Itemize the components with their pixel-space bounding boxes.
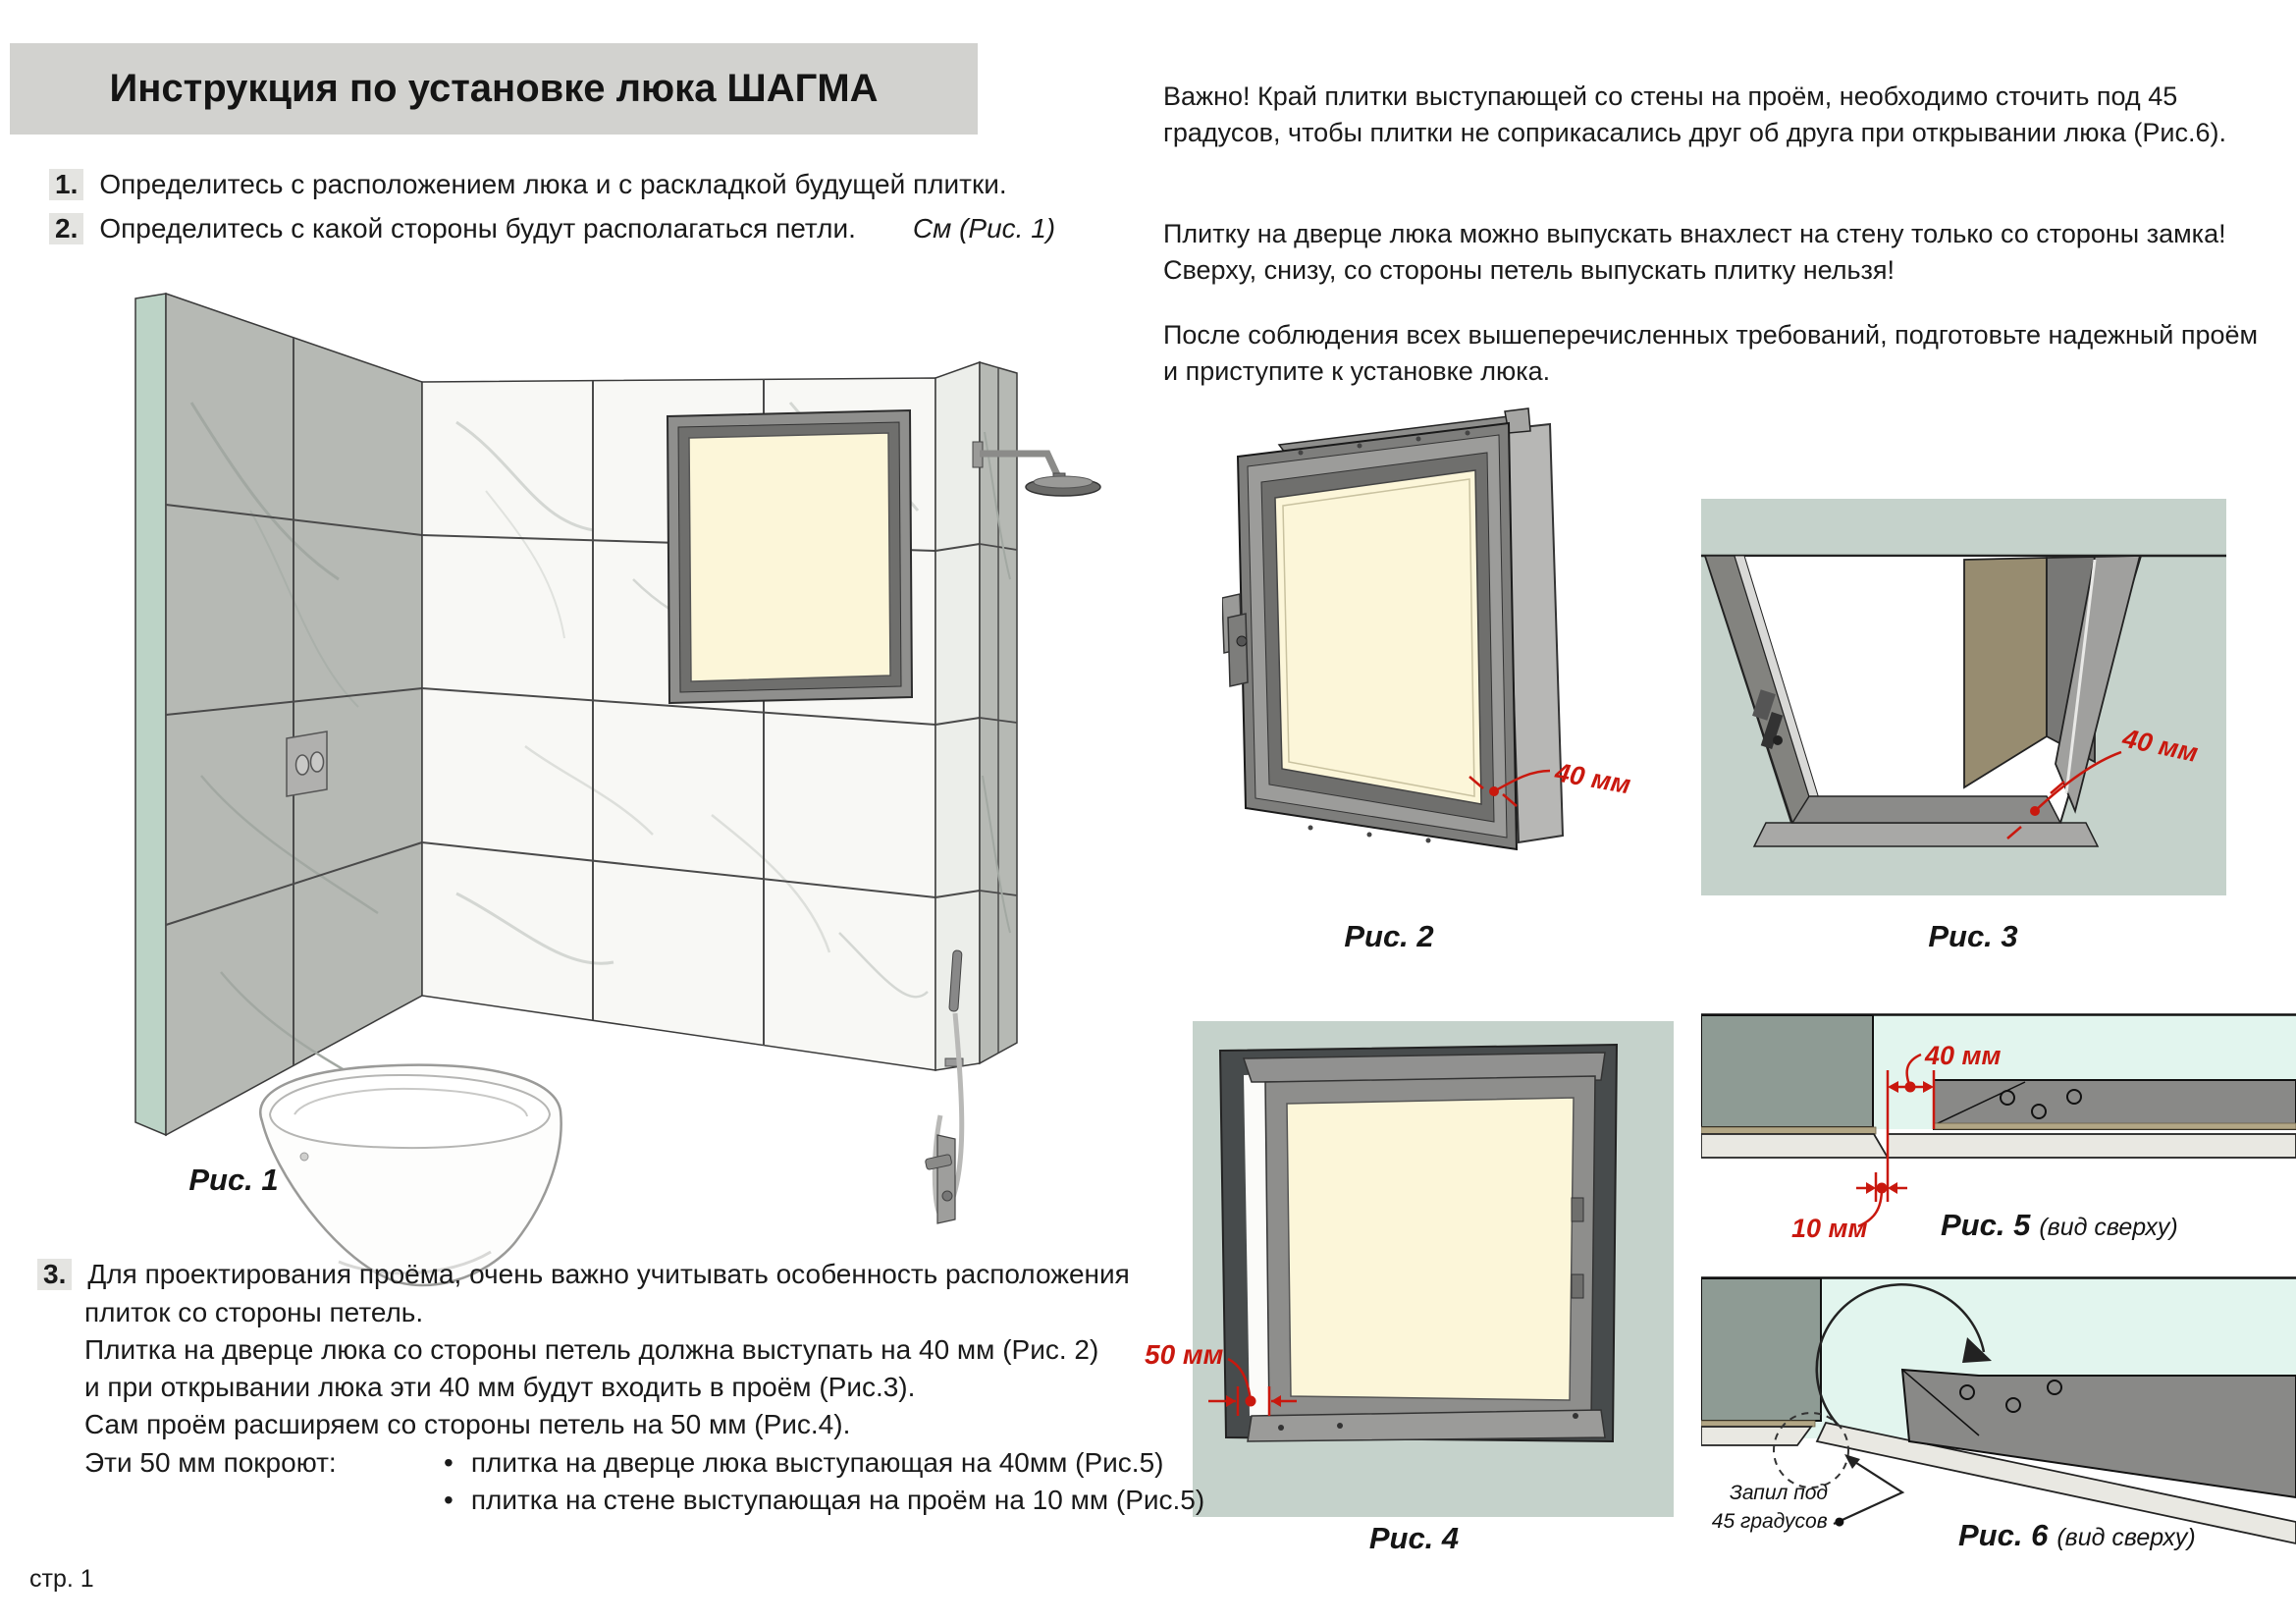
figure1-label-text: Рис. 1: [188, 1163, 279, 1197]
door-panel-section: [1934, 1080, 2296, 1129]
figure4-label: [1333, 1521, 1495, 1556]
wall-section: [1701, 1278, 1821, 1421]
figure1-label: [155, 1163, 312, 1198]
step-3-line1: [37, 1259, 1130, 1290]
figure4-box: [1193, 1021, 1674, 1517]
figure3-label-text: Рис. 3: [1928, 919, 2018, 953]
step-3-line1-text: Для проектирования проёма, очень важно учитывать особенность расположения: [87, 1259, 1130, 1289]
step-2-text: Определитесь с какой стороны будут располагаться петли.: [99, 213, 856, 244]
step-3-line6-prefix: Эти 50 мм покроют:: [84, 1447, 337, 1478]
figure4-label-text: Рис. 4: [1368, 1521, 1460, 1555]
step-3-bullet1-text: плитка на дверце люка выступающая на 40мм (Рис.5): [470, 1447, 1164, 1478]
wall-tile-beveled: [1701, 1134, 1888, 1158]
figure6-label-suffix: (вид сверху): [2056, 1524, 2196, 1551]
wall-section: [1701, 1015, 1873, 1127]
step-3-number: 3.: [37, 1259, 72, 1290]
hatch-door-panel: [1275, 470, 1481, 804]
wall-edge-strip: [135, 294, 166, 1135]
step-1: [49, 169, 1007, 200]
callout-line1: Запил под: [1729, 1482, 1829, 1504]
figure5-label-text: Рис. 5: [1941, 1208, 2031, 1242]
figure6-label: [1958, 1518, 2196, 1553]
tile-adhesive: [1701, 1127, 1876, 1134]
figure5-label-suffix: (вид сверху): [2039, 1214, 2178, 1241]
figure2-hatch-drawing: [1222, 406, 1683, 955]
paragraph-prepare: После соблюдения всех вышеперечисленных требований, подготовьте надежный проём и приступите к установке люка.: [1163, 320, 2259, 386]
step-2: [49, 213, 1055, 244]
hatch-door-panel: [689, 433, 890, 681]
step-1-text: Определитесь с расположением люка и с раскладкой будущей плитки.: [99, 169, 1007, 199]
hatch-in-wall: [667, 410, 912, 703]
step-1-number: 1.: [49, 169, 83, 200]
figure3-box: [1701, 499, 2226, 895]
door-tile: [1888, 1134, 2296, 1158]
door-panel-swung: [1902, 1370, 2296, 1497]
figure2-label: [1310, 919, 1468, 954]
step-3-bullet1: [444, 1447, 1163, 1479]
step-3-bullet2-text: плитка на стене выступающая на проём на 10 мм (Рис.5): [470, 1485, 1205, 1515]
page-number: стр. 1: [29, 1565, 94, 1593]
step-3-line4: и при открывании люка эти 40 мм будут входить в проём (Рис.3).: [84, 1372, 916, 1402]
page-title: Инструкция по установке люка ШАГМА: [10, 43, 978, 135]
figure3-open-hatch-drawing: [1701, 499, 2226, 895]
bullet-icon: •: [444, 1485, 454, 1515]
tile-adhesive: [1701, 1421, 1815, 1427]
dimension-10mm-text: 10 мм: [1791, 1214, 1868, 1243]
figure4-dimension-text: 50 мм: [1145, 1339, 1224, 1370]
figure1-bathroom-drawing: [103, 285, 1144, 1306]
bullet-icon: •: [444, 1447, 454, 1478]
dimension-40mm-text: 40 мм: [2119, 723, 2201, 768]
step-3-line3: Плитка на дверце люка со стороны петель должна выступать на 40 мм (Рис. 2): [84, 1334, 1099, 1365]
step-2-number: 2.: [49, 213, 83, 244]
hinge: [1572, 1274, 1583, 1298]
flush-plate: [287, 731, 327, 796]
shower-mixer: [937, 1135, 955, 1223]
figure4-hatch-drawing: [1193, 1021, 1674, 1517]
figure6-label-text: Рис. 6: [1958, 1518, 2049, 1552]
step-3-line5: Сам проём расширяем со стороны петель на 50 мм (Рис.4).: [84, 1409, 851, 1439]
paragraph-important: Важно! Край плитки выступающей со стены на проём, необходимо сточить под 45 градусов, чтобы плитки не соприкасались друг об друга при открывании люка (Рис.6).: [1163, 81, 2226, 147]
figure6-callout: [1705, 1479, 1852, 1536]
hinge: [1572, 1198, 1583, 1221]
dimension-40mm-text: 40 мм: [1925, 1041, 2002, 1070]
dimension-40mm-text: 40 мм: [1552, 757, 1633, 800]
wall-tile-beveled: [1701, 1427, 1811, 1445]
step-3-bullet2: [444, 1485, 1204, 1516]
paragraph-overlap-rule: Плитку на дверце люка можно выпускать внахлест на стену только со стороны замка! Сверху, снизу, со стороны петель выпускать плитку нельзя!: [1163, 219, 2226, 285]
figure2-label-text: Рис. 2: [1344, 919, 1434, 953]
step-2-note: См (Рис. 1): [912, 213, 1056, 244]
figure5-label: [1941, 1208, 2178, 1243]
step-3-line2: плиток со стороны петель.: [84, 1297, 424, 1327]
callout-line2: 45 градусов ●: [1711, 1510, 1846, 1533]
figure3-label: [1890, 919, 2056, 954]
hatch-door-panel: [1287, 1098, 1574, 1400]
